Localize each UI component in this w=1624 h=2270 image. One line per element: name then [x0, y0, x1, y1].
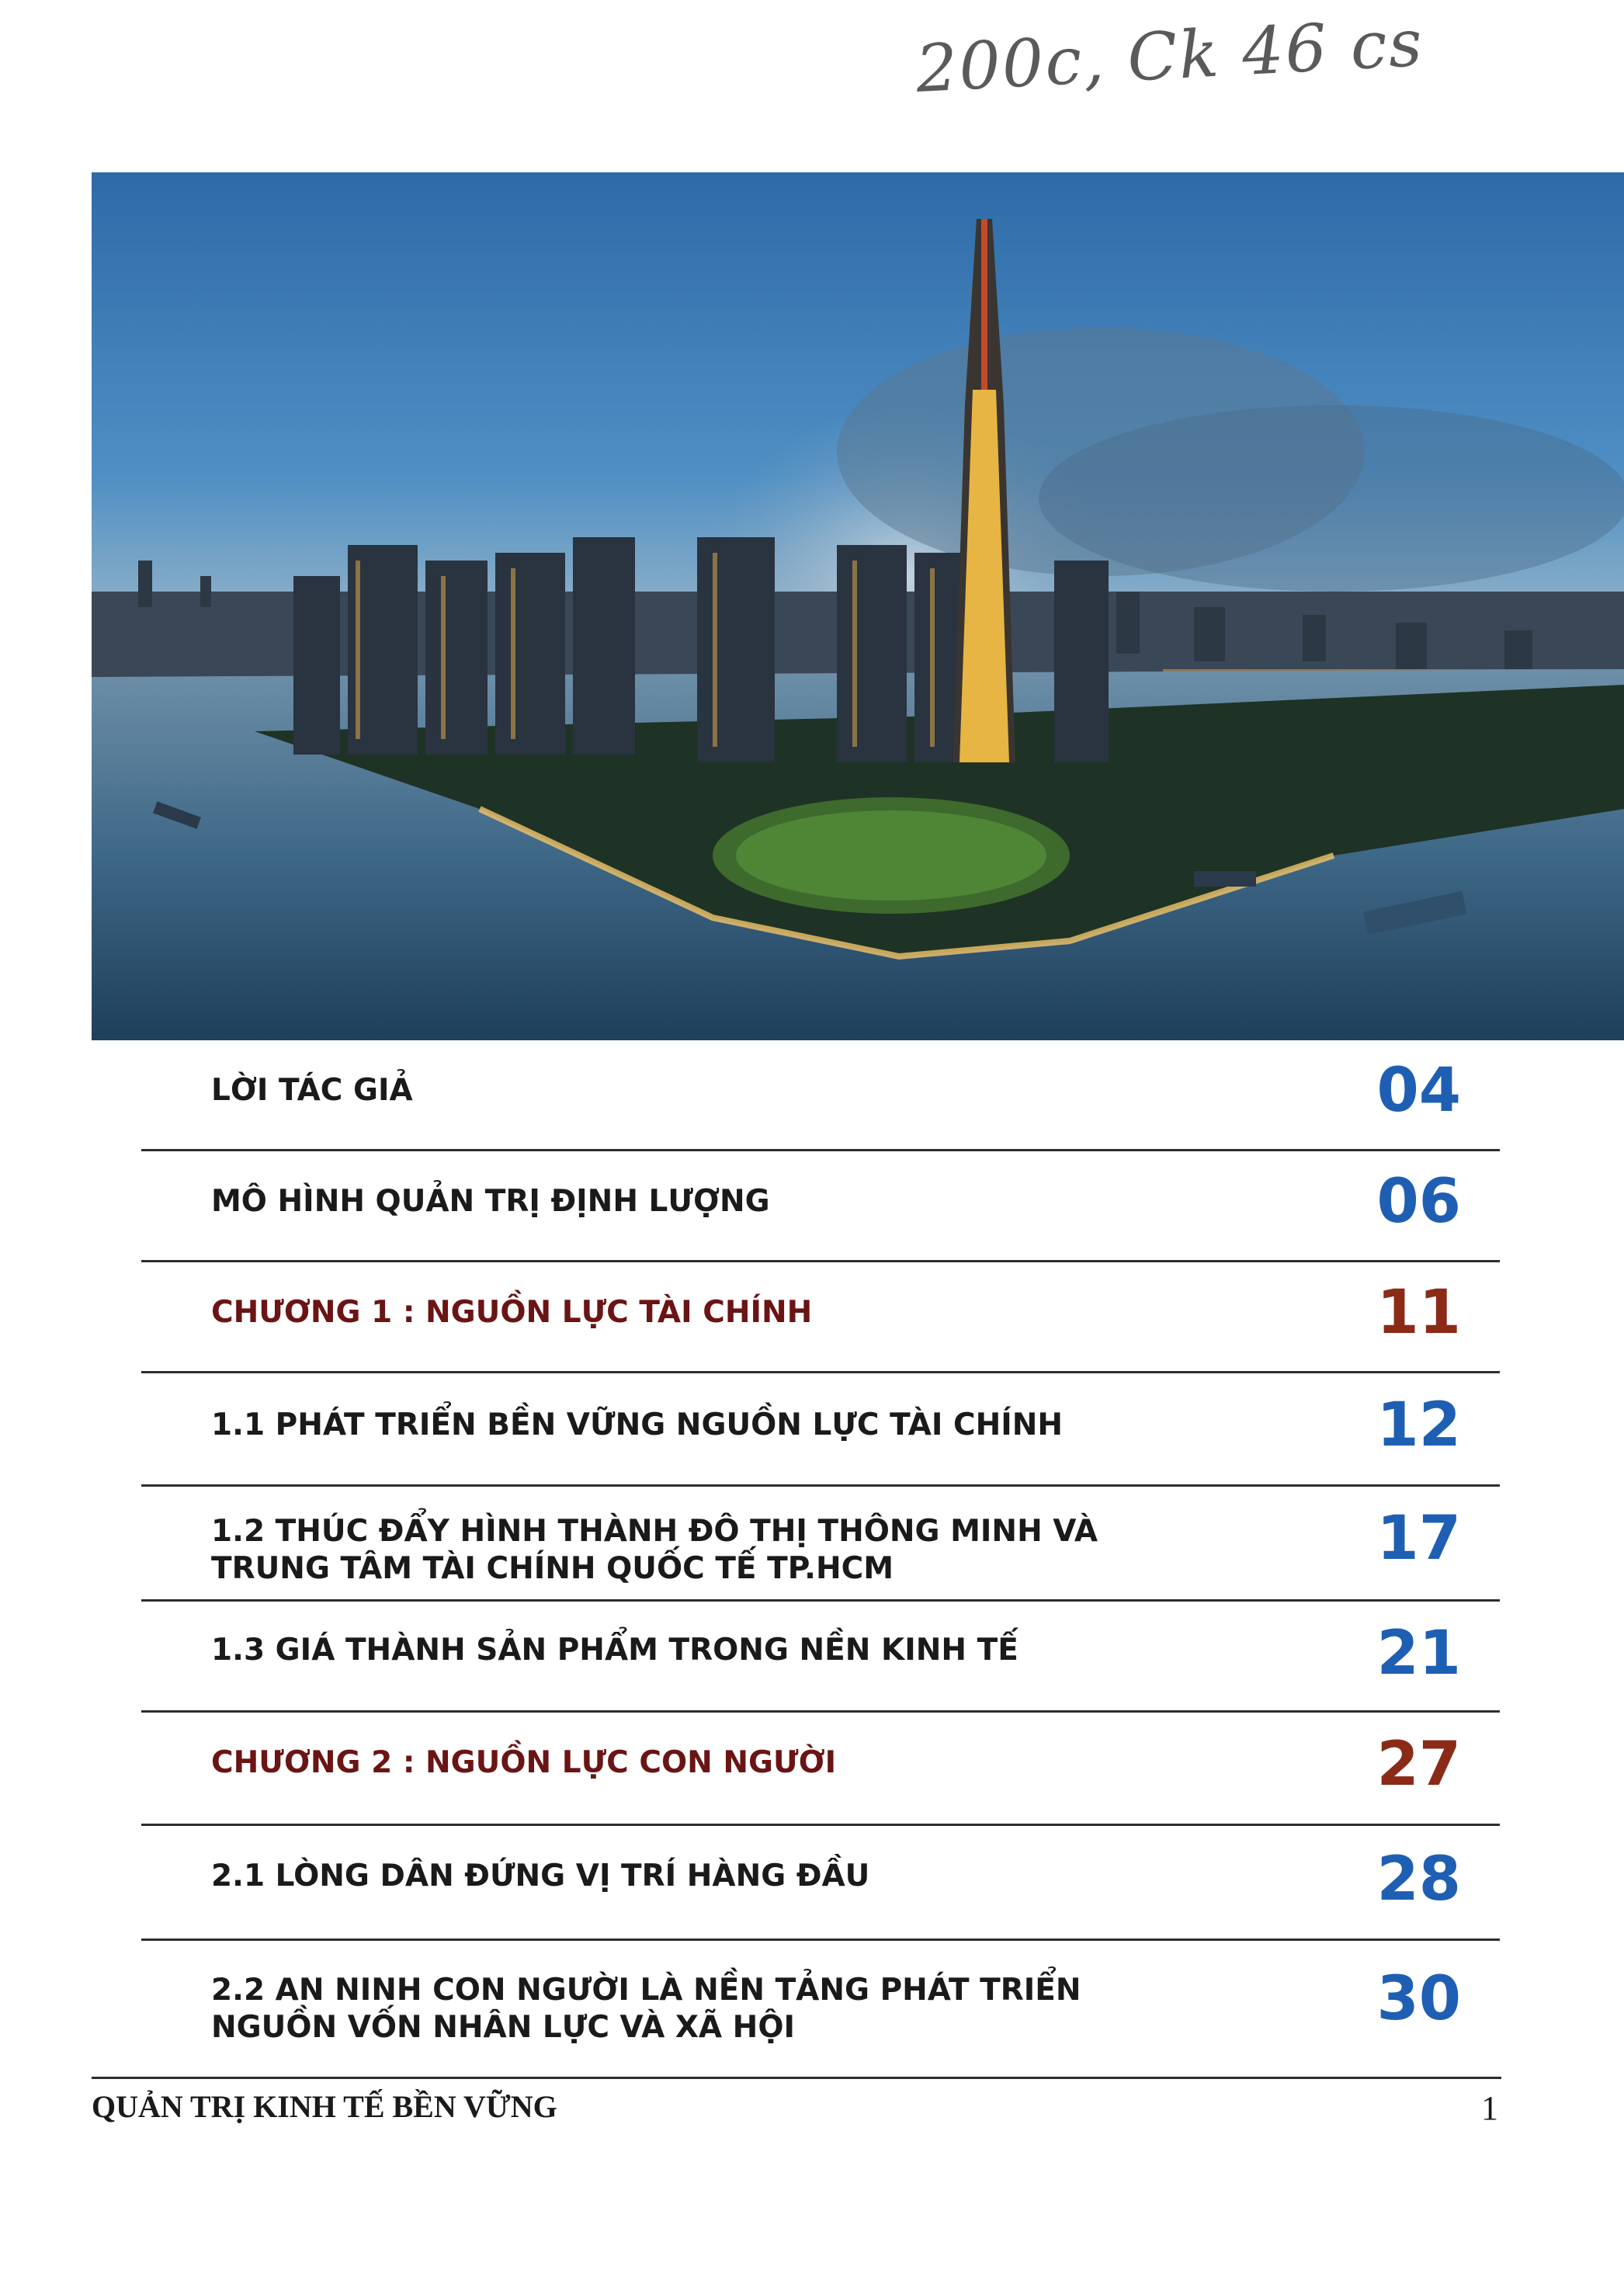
toc-entry-title: 1.1 PHÁT TRIỂN BỀN VỮNG NGUỒN LỰC TÀI CHÍNH — [211, 1407, 1064, 1442]
city-skyline-photo — [92, 172, 1624, 1040]
footer-divider — [92, 2077, 1501, 2079]
toc-entry-page: 12 — [1376, 1390, 1461, 1460]
toc-entry-title: MÔ HÌNH QUẢN TRỊ ĐỊNH LƯỢNG — [211, 1184, 770, 1219]
toc-entry-title: 1.2 THÚC ĐẨY HÌNH THÀNH ĐÔ THỊ THÔNG MINH VÀ TRUNG TÂM TÀI CHÍNH QUỐC TẾ TP.HCM — [211, 1514, 1098, 1586]
toc-entry-page: 17 — [1376, 1504, 1461, 1574]
toc-entry-mo-hinh[interactable] — [141, 1151, 1500, 1262]
toc-entry-title: CHƯƠNG 1 : NGUỒN LỰC TÀI CHÍNH — [211, 1295, 813, 1330]
toc-entry-1-1[interactable] — [141, 1373, 1500, 1487]
toc-entry-page: 28 — [1376, 1845, 1461, 1914]
toc-entry-page: 27 — [1376, 1730, 1461, 1800]
toc-entry-page: 21 — [1376, 1619, 1461, 1689]
toc-entry-page: 11 — [1376, 1278, 1461, 1348]
city-skyline-photo-icon — [92, 172, 1624, 1040]
toc-entry-loi-tac-gia[interactable] — [141, 1040, 1500, 1151]
toc-entry-title: LỜI TÁC GIẢ — [211, 1073, 413, 1108]
toc-entry-1-2[interactable] — [141, 1487, 1500, 1602]
toc-entry-2-2[interactable] — [141, 1941, 1500, 2074]
toc-entry-title: 2.2 AN NINH CON NGƯỜI LÀ NỀN TẢNG PHÁT TRIỂN NGUỒN VỐN NHÂN LỰC VÀ XÃ HỘI — [211, 1973, 1081, 2045]
toc-entry-title: CHƯƠNG 2 : NGUỒN LỰC CON NGƯỜI — [211, 1745, 837, 1780]
toc-entry-1-3[interactable] — [141, 1602, 1500, 1713]
toc-entry-page: 06 — [1376, 1167, 1461, 1237]
toc-entry-title: 2.1 LÒNG DÂN ĐỨNG VỊ TRÍ HÀNG ĐẦU — [211, 1859, 870, 1893]
toc-entry-chuong-2[interactable] — [141, 1713, 1500, 1826]
footer-book-title: QUẢN TRỊ KINH TẾ BỀN VỮNG — [92, 2089, 557, 2124]
toc-entry-title: 1.3 GIÁ THÀNH SẢN PHẨM TRONG NỀN KINH TẾ — [211, 1633, 1018, 1668]
toc-entry-page: 30 — [1376, 1964, 1461, 2034]
toc-entry-chuong-1[interactable] — [141, 1262, 1500, 1373]
footer-page-number: 1 — [1481, 2089, 1498, 2127]
toc-entry-2-1[interactable] — [141, 1826, 1500, 1941]
toc-entry-page: 04 — [1376, 1056, 1461, 1126]
handwritten-note: 200c, Ck 46 cs — [914, 4, 1426, 107]
